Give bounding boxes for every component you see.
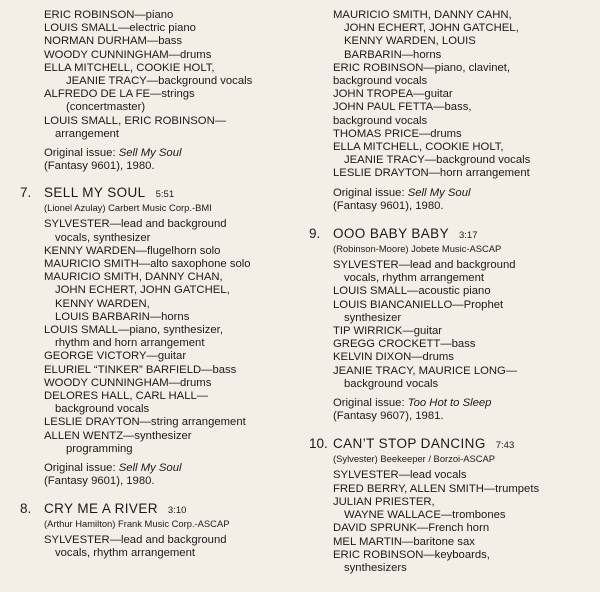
original-issue: Original issue: Too Hot to Sleep — [333, 397, 492, 410]
credit-line: MEL MARTIN—baritone sax — [333, 535, 475, 548]
credit-line: KENNY WARDEN—flugelhorn solo — [44, 244, 221, 257]
credit-line: DAVID SPRUNK—French horn — [333, 522, 490, 535]
credit-line: JEANIE TRACY—background vocals — [66, 75, 253, 88]
credit-line: KELVIN DIXON—drums — [333, 351, 454, 364]
credit-line: background vocals — [55, 403, 150, 416]
credit-line: WOODY CUNNINGHAM—drums — [44, 376, 212, 389]
track-writers: (Arthur Hamilton) Frank Music Corp.-ASCAP — [44, 517, 230, 529]
credit-line: JOHN PAUL FETTA—bass, — [333, 101, 472, 114]
credit-line: ELLA MITCHELL, COOKIE HOLT, — [333, 141, 504, 154]
credit-line: KENNY WARDEN, — [55, 297, 150, 310]
track-title: OOO BABY BABY 3:17 — [333, 226, 478, 242]
carryover-credits-left — [44, 9, 314, 173]
credit-line: GREGG CROCKETT—bass — [333, 338, 476, 351]
credit-line: arrangement — [55, 127, 120, 140]
track-7 — [20, 185, 314, 488]
track-number: 8. — [20, 500, 32, 516]
credit-line: synthesizer — [344, 311, 402, 324]
album-title: Sell My Soul — [118, 147, 182, 160]
credit-line: LOUIS BARBARIN—horns — [55, 310, 190, 323]
original-issue: Original issue: Sell My Soul — [333, 186, 471, 199]
credit-line: (concertmaster) — [66, 101, 146, 114]
credit-line: LOUIS SMALL, ERIC ROBINSON— — [44, 114, 227, 127]
credit-line: ERIC ROBINSON—piano, clavinet, — [333, 61, 511, 74]
credit-line: background vocals — [333, 114, 428, 127]
credit-line: WOODY CUNNINGHAM—drums — [44, 48, 212, 61]
track-duration: 5:51 — [155, 189, 175, 201]
credit-line: KENNY WARDEN, LOUIS — [344, 35, 476, 48]
credit-line: NORMAN DURHAM—bass — [44, 35, 183, 48]
album-title: Sell My Soul — [407, 186, 471, 199]
credit-line: JEANIE TRACY—background vocals — [344, 154, 531, 167]
credit-line: ALFREDO DE LA FE—strings — [44, 88, 195, 101]
credit-line: ALLEN WENTZ—synthesizer — [44, 429, 192, 442]
credit-line: LOUIS BIANCANIELLO—Prophet — [333, 298, 504, 311]
credit-line: THOMAS PRICE—drums — [333, 127, 462, 140]
credit-line: vocals, rhythm arrangement — [344, 272, 485, 285]
left-column — [20, 9, 314, 560]
credit-line: LOUIS SMALL—piano, synthesizer, — [44, 324, 223, 337]
credit-line: LESLIE DRAYTON—horn arrangement — [333, 167, 530, 180]
original-issue: Original issue: Sell My Soul — [44, 462, 182, 475]
credit-line: background vocals — [333, 75, 428, 88]
credit-line: JEANIE TRACY, MAURICE LONG— — [333, 364, 518, 377]
credit-line: JOHN ECHERT, JOHN GATCHEL, — [55, 284, 230, 297]
credit-line: ELLA MITCHELL, COOKIE HOLT, — [44, 61, 215, 74]
credit-line: ERIC ROBINSON—keyboards, — [333, 548, 490, 561]
credit-line: ELURIEL “TINKER” BARFIELD—bass — [44, 363, 237, 376]
track-number: 10. — [309, 436, 328, 452]
track-writers: (Robinson-Moore) Jobete Music-ASCAP — [333, 243, 502, 255]
track-duration: 7:43 — [495, 440, 515, 452]
credit-line: vocals, synthesizer — [55, 231, 151, 244]
track-writers: (Sylvester) Beekeeper / Borzoi-ASCAP — [333, 453, 496, 465]
track-number: 7. — [20, 185, 32, 201]
credit-line: FRED BERRY, ALLEN SMITH—trumpets — [333, 482, 540, 495]
credit-line: MAURICIO SMITH, DANNY CHAN, — [44, 271, 223, 284]
album-title: Too Hot to Sleep — [407, 397, 492, 410]
credit-line: SYLVESTER—lead vocals — [333, 469, 467, 482]
track-10 — [309, 436, 595, 575]
carryover-credits-right — [333, 9, 595, 213]
track-writers: (Lionel Azulay) Carbert Music Corp.-BMI — [44, 202, 212, 214]
track-duration: 3:10 — [167, 504, 187, 516]
credit-line: JOHN TROPEA—guitar — [333, 88, 453, 101]
credit-line: JULIAN PRIESTER, — [333, 495, 435, 508]
credit-line: rhythm and horn arrangement — [55, 337, 205, 350]
credit-line: GEORGE VICTORY—guitar — [44, 350, 187, 363]
credit-line: vocals, rhythm arrangement — [55, 546, 196, 559]
credit-line: synthesizers — [344, 561, 407, 574]
track-number: 9. — [309, 226, 321, 242]
track-title: SELL MY SOUL 5:51 — [44, 185, 175, 201]
credit-line: BARBARIN—horns — [344, 48, 442, 61]
credit-line: WAYNE WALLACE—trombones — [344, 509, 506, 522]
right-column — [309, 9, 595, 575]
original-issue-catalog: (Fantasy 9601), 1980. — [44, 160, 155, 173]
credit-line: programming — [66, 442, 133, 455]
credit-line: DELORES HALL, CARL HALL— — [44, 390, 209, 403]
credit-line: LOUIS SMALL—acoustic piano — [333, 285, 491, 298]
credit-line: background vocals — [344, 377, 439, 390]
track-title: CRY ME A RIVER 3:10 — [44, 500, 187, 516]
original-issue-catalog: (Fantasy 9601), 1980. — [44, 475, 155, 488]
credit-line: LOUIS SMALL—electric piano — [44, 22, 196, 35]
track-duration: 3:17 — [459, 230, 478, 242]
credit-line: MAURICIO SMITH—alto saxophone solo — [44, 258, 251, 271]
original-issue-catalog: (Fantasy 9607), 1981. — [333, 410, 444, 423]
credit-line: JOHN ECHERT, JOHN GATCHEL, — [344, 22, 519, 35]
credit-line: SYLVESTER—lead and background — [44, 218, 227, 231]
original-issue-catalog: (Fantasy 9601), 1980. — [333, 199, 444, 212]
credit-line: SYLVESTER—lead and background — [333, 259, 516, 272]
track-9 — [309, 226, 595, 423]
original-issue: Original issue: Sell My Soul — [44, 147, 182, 160]
credit-line: SYLVESTER—lead and background — [44, 533, 227, 546]
credit-line: ERIC ROBINSON—piano — [44, 9, 174, 21]
credit-line: MAURICIO SMITH, DANNY CAHN, — [333, 9, 512, 21]
track-8 — [20, 500, 314, 560]
track-title: CAN’T STOP DANCING 7:43 — [333, 436, 515, 452]
credit-line: TIP WIRRICK—guitar — [333, 325, 443, 338]
album-title: Sell My Soul — [118, 462, 182, 475]
credit-line: LESLIE DRAYTON—string arrangement — [44, 416, 246, 429]
